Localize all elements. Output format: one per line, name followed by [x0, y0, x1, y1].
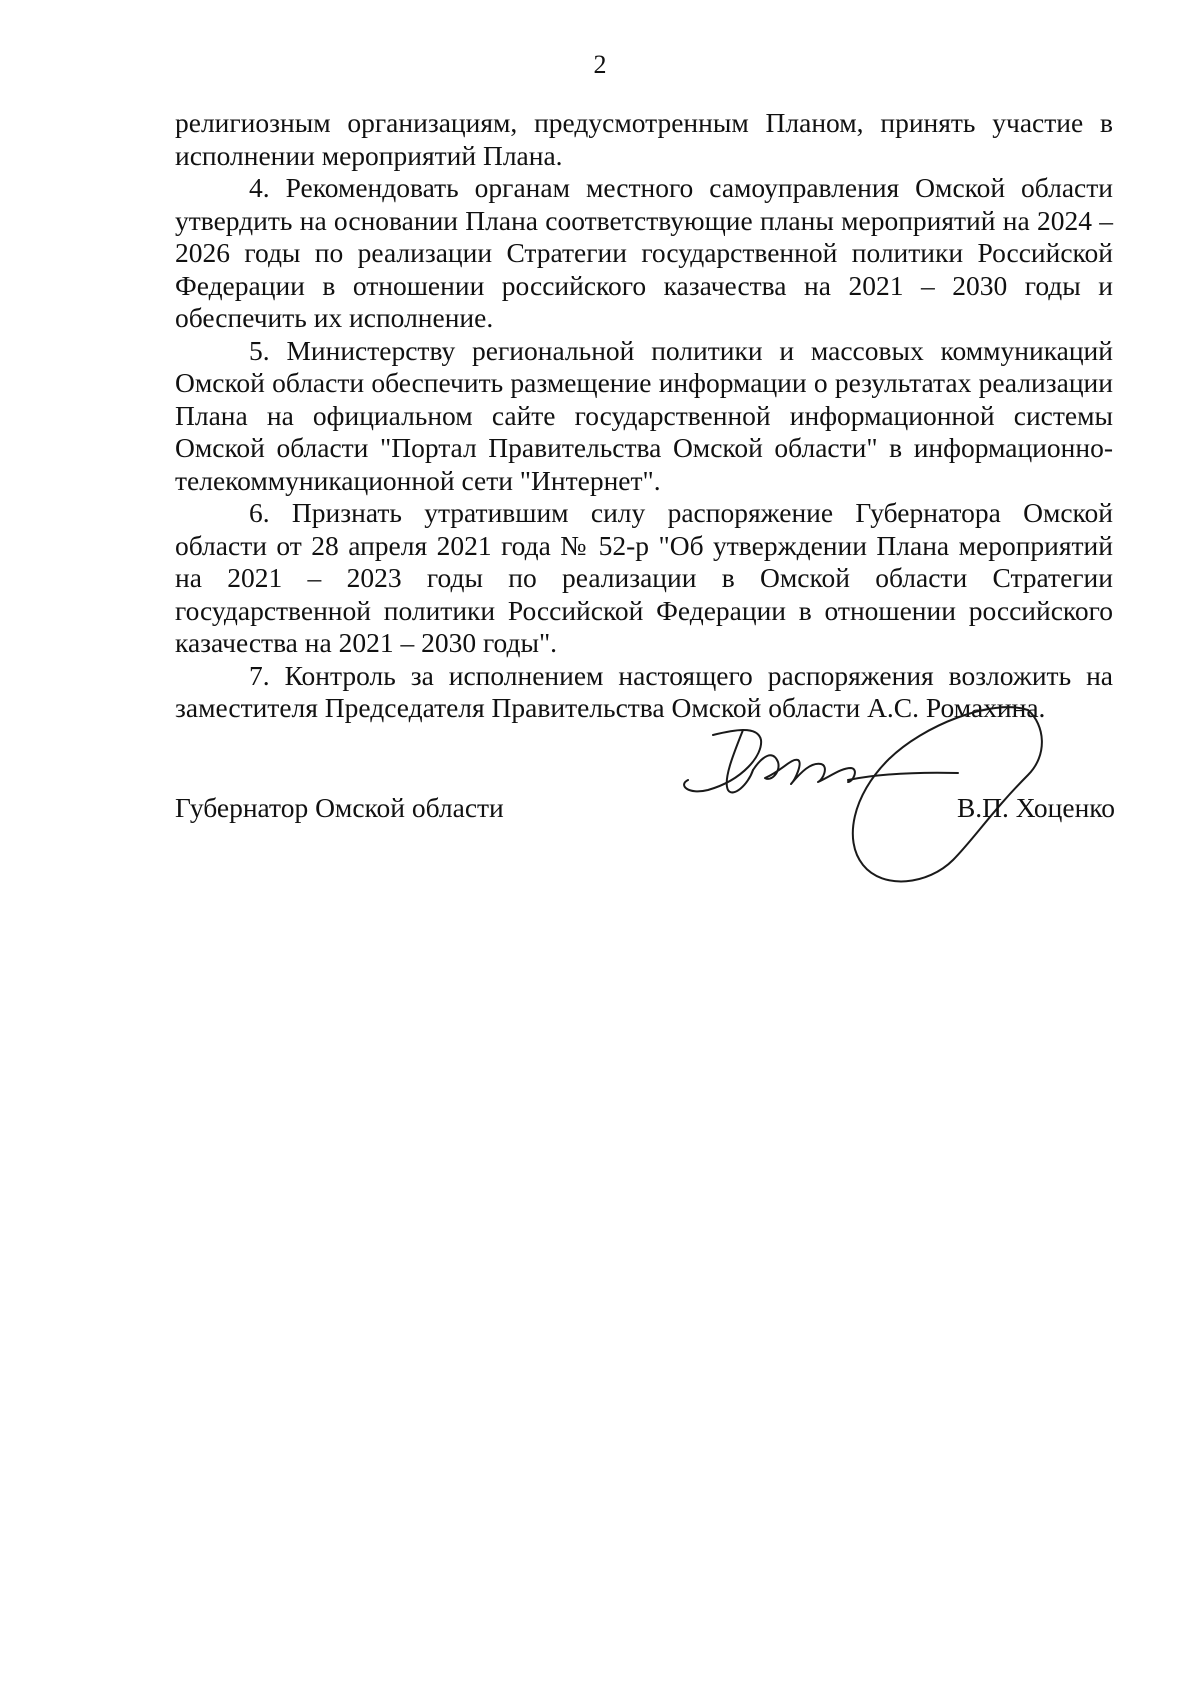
paragraph-item-6: 6. Признать утратившим силу распоряжение Губернатора Омской области от 28 апреля 2021 года № 52-р "Об утверждении Плана мероприятий на 2021 – 2023 годы по реализации в Омской области Стратегии государственной политики Российской Федерации в отношении российского казачества на 2021 – 2030 годы". — [175, 497, 1113, 658]
paragraph-item-4: 4. Рекомендовать органам местного самоуправления Омской области утвердить на основании Плана соответствующие планы мероприятий на 2024 – 2026 годы по реализации Стратегии государственной политики Российской Федерации в отношении российского казачества на 2021 – 2030 годы и обеспечить их исполнение. — [175, 172, 1113, 333]
document-body — [175, 107, 1113, 725]
signature-block — [175, 780, 1115, 900]
signatory-name: В.П. Хоценко — [956, 792, 1115, 823]
paragraph-item-5: 5. Министерству региональной политики и массовых коммуникаций Омской области обеспечить размещение информации о результатах реализации Плана на официальном сайте государственной информационной системы Омской области "Портал Правительства Омской области" в информационно-телекоммуникационной сети "Интернет". — [175, 334, 1113, 496]
paragraph-continuation: религиозным организациям, предусмотренным Планом, принять участие в исполнении мероприятий Плана. — [175, 107, 1113, 171]
page-number: 2 — [593, 50, 607, 79]
signatory-position: Губернатор Омской области — [175, 792, 504, 823]
paragraph-item-7: 7. Контроль за исполнением настоящего распоряжения возложить на заместителя Председателя Правительства Омской области А.С. Ромахина. — [175, 659, 1113, 723]
